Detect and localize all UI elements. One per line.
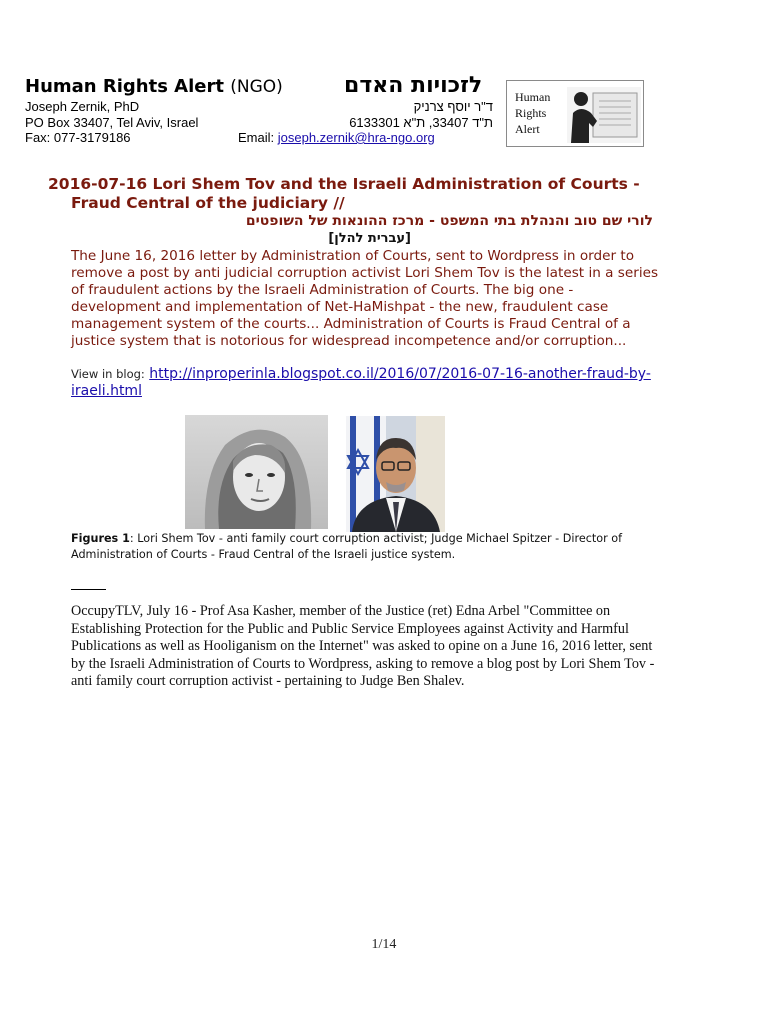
logo-text: [515, 89, 550, 137]
article-title-he: לורי שם טוב והנהלת בתי המשפט - מרכז ההונאות של השופטים: [245, 213, 653, 229]
logo-line-alert: Alert: [515, 122, 540, 136]
org-logo: [506, 80, 644, 147]
article-abstract: The June 16, 2016 letter by Administration of Courts, sent to Wordpress in order to remove a post by anti judicial corruption activist Lori Shem Tov is the latest in a series of fraudulent actions by the Israeli Administration of Courts. The big one - development and implementation of Net-HaMishpat - the new, fraudulent case management system of the courts... Administration of Courts is Fraud Central of a justice system that is notorious for widespread incompetence and/or corruption...: [71, 248, 659, 349]
blog-link-label: View in blog:: [71, 367, 145, 381]
photo-lori-shem-tov: [185, 415, 328, 529]
article-title: [48, 175, 648, 213]
page-number: 1/14: [371, 937, 397, 952]
article-title-he-note: [עברית להלן]: [328, 231, 411, 246]
email-label: Email:: [238, 130, 275, 145]
author-name-en: Joseph Zernik, PhD: [25, 99, 140, 114]
org-name-he: לזכויות האדם: [344, 73, 483, 98]
address-he: ת"ד 33407, ת"א 6133301: [349, 115, 493, 130]
org-name-en: [25, 76, 283, 97]
blog-link-row: [71, 366, 661, 400]
article-body: OccupyTLV, July 16 - Prof Asa Kasher, member of the Justice (ret) Edna Arbel "Committee on Establishing Protection for the Public and Public Service Employees against Activity and Harmful Publications as well as Hooliganism on the Internet" was asked to opine on a June 16, 2016 letter, sent by the Israeli Administration of Courts to Wordpress, asking to remove a blog post by Lori Shem Tov - anti family court corruption activist - pertaining to Judge Ben Shalev.: [71, 603, 655, 689]
figure-caption-text: : Lori Shem Tov - anti family court corruption activist; Judge Michael Spitzer - Director of Administration of Courts - Fraud Central of the Israeli justice system.: [71, 532, 623, 561]
author-name-he: ד"ר יוסף צרניק: [413, 99, 493, 114]
address-en: PO Box 33407, Tel Aviv, Israel: [25, 115, 199, 130]
email-row: [238, 130, 435, 145]
article-title-line1: 2016-07-16 Lori Shem Tov and the Israeli Administration of Courts -: [48, 175, 640, 193]
fax-number: Fax: 077-3179186: [25, 130, 131, 145]
logo-line-rights: Rights: [515, 106, 547, 120]
logo-line-human: Human: [515, 90, 551, 104]
photo-judge-michael-spitzer: [346, 416, 445, 532]
figure-caption: [71, 531, 661, 563]
figure-caption-label: Figures 1: [71, 532, 130, 545]
section-divider: [71, 589, 106, 590]
org-ngo-label: (NGO): [230, 77, 283, 97]
email-link[interactable]: joseph.zernik@hra-ngo.org: [277, 130, 435, 145]
article-title-line2: Fraud Central of the judiciary //: [71, 194, 345, 212]
blog-link[interactable]: http://inproperinla.blogspot.co.il/2016/07/2016-07-16-another-fraud-by-iraeli.html: [71, 366, 651, 399]
logo-figure-image: [567, 87, 641, 143]
org-name-en-text: Human Rights Alert: [25, 76, 224, 97]
